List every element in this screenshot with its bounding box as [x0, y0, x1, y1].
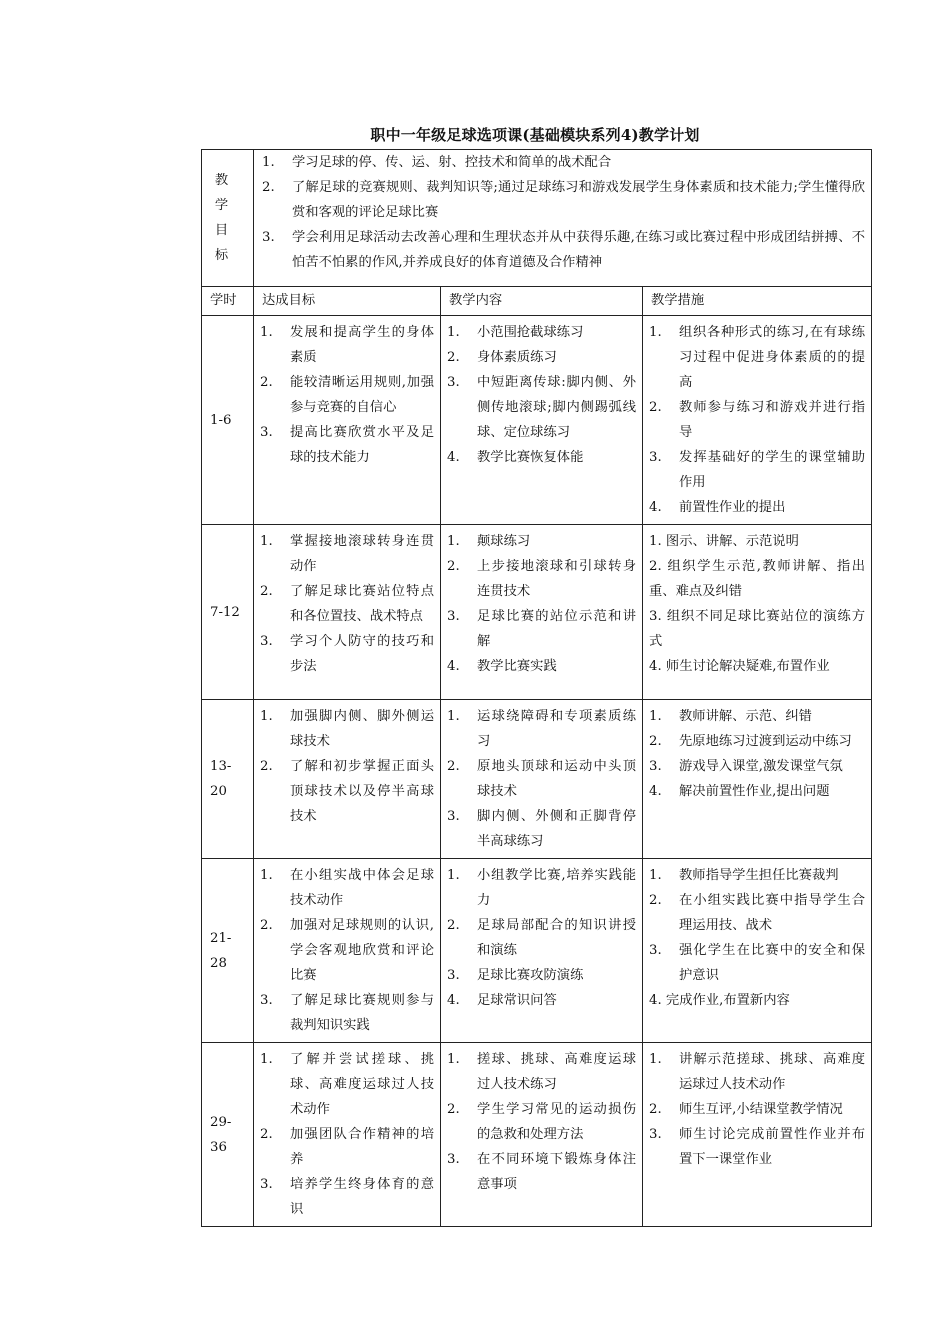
list-item: 2. 原地头顶球和运动中头顶球技术 [447, 759, 636, 799]
list-item: 1. 在小组实战中体会足球技术动作 [260, 868, 434, 908]
list-item: 2. 在小组实践比赛中指导学生合理运用技、战术 [649, 893, 866, 933]
list-item: 3. 提高比赛欣赏水平及足球的技术能力 [260, 425, 434, 465]
list-item: 3. 脚内侧、外侧和正脚背停半高球练习 [447, 809, 636, 849]
list-item: 2. 学生学习常见的运动损伤的急救和处理方法 [447, 1102, 636, 1142]
content-cell [441, 1043, 643, 1227]
header-hours: 学时 [202, 287, 254, 316]
list-item: 1. 图示、讲解、示范说明 [649, 534, 799, 549]
list-item: 2. 教师参与练习和游戏并进行指导 [649, 400, 866, 440]
list-item: 1. 学习足球的停、传、运、射、控技术和简单的战术配合 [262, 155, 612, 170]
list-item: 3. 足球比赛攻防演练 [447, 968, 584, 983]
hours-cell: 29-36 [202, 1043, 254, 1227]
list-item: 4. 师生讨论解决疑难,布置作业 [649, 659, 830, 674]
content-cell [441, 525, 643, 700]
list-item: 3. 师生讨论完成前置性作业并布置下一课堂作业 [649, 1127, 866, 1167]
measures-cell [643, 1043, 872, 1227]
list-item: 1. 教师指导学生担任比赛裁判 [649, 868, 839, 883]
list-item: 1. 加强脚内侧、脚外侧运球技术 [260, 709, 434, 749]
goals-cell [254, 525, 441, 700]
measures-cell [643, 525, 872, 700]
list-item: 1. 运球绕障碍和专项素质练习 [447, 709, 636, 749]
content-cell [441, 700, 643, 859]
list-item: 2. 组织学生示范,教师讲解、指出重、难点及纠错 [649, 559, 866, 599]
list-item: 3. 强化学生在比赛中的安全和保护意识 [649, 943, 866, 983]
list-item: 1. 教师讲解、示范、纠错 [649, 709, 812, 724]
list-item: 3. 在不同环境下锻炼身体注意事项 [447, 1152, 636, 1192]
list-item: 4. 教学比赛恢复体能 [447, 450, 584, 465]
measures-cell [643, 316, 872, 525]
list-item: 3. 发挥基础好的学生的课堂辅助作用 [649, 450, 866, 490]
list-item: 2. 先原地练习过渡到运动中练习 [649, 734, 852, 749]
list-item: 1. 颠球练习 [447, 534, 531, 549]
list-item: 1. 搓球、挑球、高难度运球过人技术练习 [447, 1052, 636, 1092]
list-item: 2. 加强对足球规则的认识,学会客观地欣赏和评论比赛 [260, 918, 434, 983]
list-item: 2. 能较清晰运用规则,加强参与竞赛的自信心 [260, 375, 434, 415]
list-item: 1. 掌握接地滚球转身连贯动作 [260, 534, 434, 574]
measures-cell [643, 700, 872, 859]
list-item: 1. 小组教学比赛,培养实践能力 [447, 868, 636, 908]
list-item: 1. 了解并尝试搓球、挑球、高难度运球过人技术动作 [260, 1052, 434, 1117]
objectives-content [254, 150, 872, 287]
document-title: 职中一年级足球选项课(基础模块系列4)教学计划 [370, 126, 700, 144]
hours-cell: 1-6 [202, 316, 254, 525]
table-row [202, 525, 872, 700]
goals-cell [254, 1043, 441, 1227]
header-measures: 教学措施 [643, 287, 872, 316]
list-item: 1. 组织各种形式的练习,在有球练习过程中促进身体素质的的提高 [649, 325, 866, 390]
list-item: 2. 上步接地滚球和引球转身连贯技术 [447, 559, 636, 599]
list-item: 2. 师生互评,小结课堂教学情况 [649, 1102, 843, 1117]
list-item: 3. 中短距离传球:脚内侧、外侧传地滚球;脚内侧踢弧线球、定位球练习 [447, 375, 636, 440]
list-item: 3. 培养学生终身体育的意识 [260, 1177, 434, 1217]
table-row [202, 700, 872, 859]
list-item: 4. 完成作业,布置新内容 [649, 993, 790, 1008]
hours-cell: 7-12 [202, 525, 254, 700]
list-item: 3. 了解足球比赛规则参与裁判知识实践 [260, 993, 434, 1033]
content-cell [441, 316, 643, 525]
table-row [202, 316, 872, 525]
hours-cell: 21-28 [202, 859, 254, 1043]
list-item: 3. 足球比赛的站位示范和讲解 [447, 609, 636, 649]
list-item: 2. 了解和初步掌握正面头顶球技术以及停半高球技术 [260, 759, 434, 824]
list-item: 3. 学习个人防守的技巧和步法 [260, 634, 434, 674]
list-item: 3. 学会利用足球活动去改善心理和生理状态并从中获得乐趣,在练习或比赛过程中形成团结拼搏、不怕苦不怕累的作风,并养成良好的体育道德及合作精神 [262, 230, 866, 270]
list-item: 4. 教学比赛实践 [447, 659, 557, 674]
list-item: 2. 身体素质练习 [447, 350, 557, 365]
list-item: 2. 了解足球比赛站位特点和各位置技、战术特点 [260, 584, 434, 624]
objectives-list [262, 150, 865, 275]
list-item: 1. 小范围抢截球练习 [447, 325, 584, 340]
list-item: 2. 足球局部配合的知识讲授和演练 [447, 918, 636, 958]
goals-cell [254, 859, 441, 1043]
list-item: 2. 了解足球的竞赛规则、裁判知识等;通过足球练习和游戏发展学生身体素质和技术能力;学生懂得欣赏和客观的评论足球比赛 [262, 180, 866, 220]
goals-cell [254, 316, 441, 525]
header-goals: 达成目标 [254, 287, 441, 316]
objectives-row [202, 150, 872, 287]
list-item: 2. 加强团队合作精神的培养 [260, 1127, 434, 1167]
list-item: 1. 发展和提高学生的身体素质 [260, 325, 434, 365]
header-content: 教学内容 [441, 287, 643, 316]
list-item: 4. 解决前置性作业,提出问题 [649, 784, 830, 799]
table-row [202, 859, 872, 1043]
content-cell [441, 859, 643, 1043]
hours-cell: 13-20 [202, 700, 254, 859]
measures-cell [643, 859, 872, 1043]
list-item: 4. 足球常识问答 [447, 993, 557, 1008]
header-row [202, 287, 872, 316]
list-item: 4. 前置性作业的提出 [649, 500, 786, 515]
goals-cell [254, 700, 441, 859]
table-row [202, 1043, 872, 1227]
objectives-label: 教 学 目 标 [202, 150, 254, 287]
list-item: 3. 游戏导入课堂,激发课堂气氛 [649, 759, 843, 774]
list-item: 1. 讲解示范搓球、挑球、高难度运球过人技术动作 [649, 1052, 866, 1092]
list-item: 3. 组织不同足球比赛站位的演练方式 [649, 609, 866, 649]
teaching-plan-table [201, 149, 872, 1227]
